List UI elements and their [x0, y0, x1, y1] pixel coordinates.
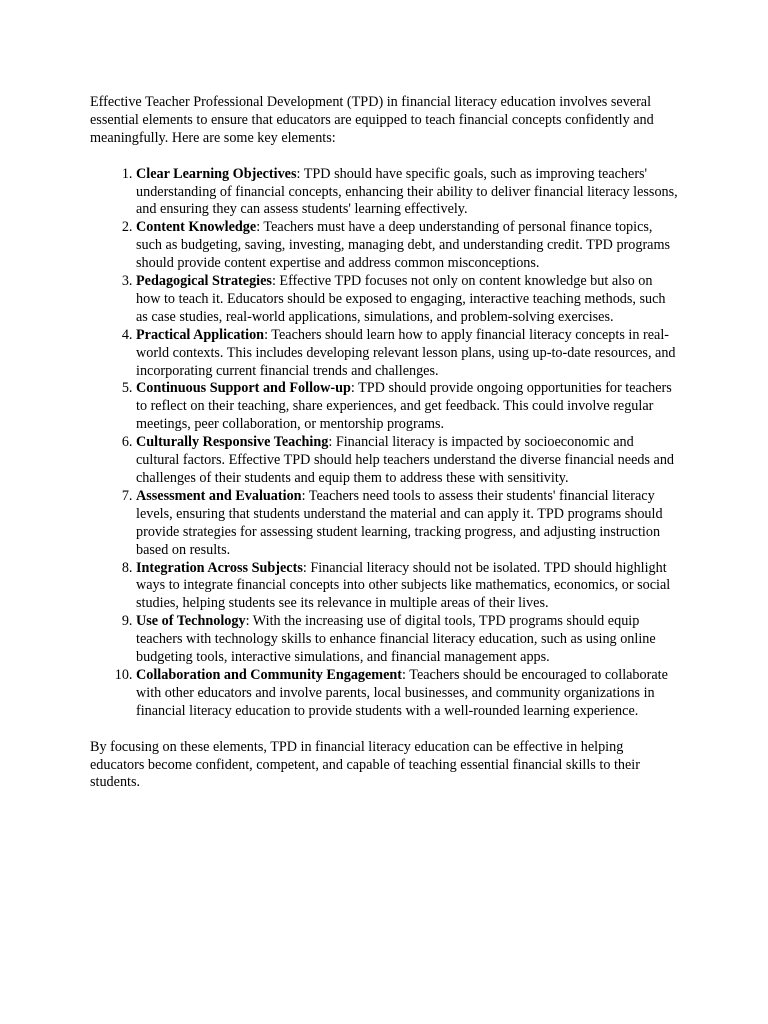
list-item	[136, 488, 678, 560]
list-item-text: : TPD should provide ongoing opportunities for teachers to reflect on their teaching, share experiences, and get feedback. This could involve regular meetings, peer collaboration, or mentorship programs.	[136, 380, 672, 433]
intro-paragraph: Effective Teacher Professional Development (TPD) in financial literacy education involves several essential elements to ensure that educators are equipped to teach financial concepts confidently and meaningfully. Here are some key elements:	[90, 94, 654, 146]
list-item-text: : TPD should have specific goals, such as improving teachers' understanding of financial concepts, enhancing their ability to deliver financial literacy lessons, and ensuring they can assess students' learning effectively.	[136, 165, 678, 218]
list-item	[136, 560, 678, 614]
document-page	[90, 94, 678, 792]
list-item-text: : Financial literacy is impacted by socioeconomic and cultural factors. Effective TPD should help teachers understand the diverse financial needs and challenges of their students and equip them to address these with sensitivity.	[136, 434, 675, 487]
list-item-text: : Teachers must have a deep understanding of personal finance topics, such as budgeting, saving, investing, managing debt, and understanding credit. TPD programs should provide content expertise and address common misconceptions.	[136, 219, 671, 272]
list-item	[136, 219, 678, 273]
list-item-text: : Teachers need tools to assess their students' financial literacy levels, ensuring that students understand the material and can apply it. TPD programs should provide strategies for assessing student learning, tracking progress, and adjusting instruction based on results.	[136, 487, 663, 558]
list-item-term: Culturally Responsive Teaching	[136, 434, 329, 451]
list-item-term: Integration Across Subjects	[136, 559, 303, 576]
list-item-term: Content Knowledge	[136, 219, 257, 236]
list-item	[136, 327, 678, 381]
list-item-text: : Financial literacy should not be isolated. TPD should highlight ways to integrate financial concepts into other subjects like mathematics, economics, or social studies, helping students see its relevance in multiple areas of their lives.	[136, 559, 671, 612]
list-item	[136, 667, 678, 721]
list-item-text: : With the increasing use of digital tools, TPD programs should equip teachers with technology skills to enhance financial literacy education, such as using online budgeting tools, interactive simulations, and financial management apps.	[136, 613, 656, 666]
key-elements-list	[90, 166, 678, 721]
list-item-text: : Teachers should learn how to apply financial literacy concepts in real-world contexts. This includes developing relevant lesson plans, using up-to-date resources, and incorporating current financial trends and challenges.	[136, 326, 676, 379]
list-item-term: Practical Application	[136, 326, 265, 343]
list-item-text: : Effective TPD focuses not only on content knowledge but also on how to teach it. Educators should be exposed to engaging, interactive teaching methods, such as case studies, real-world applications, simulations, and problem-solving exercises.	[136, 273, 666, 325]
list-item	[136, 380, 678, 434]
list-item-term: Clear Learning Objectives	[136, 165, 297, 182]
list-item-term: Pedagogical Strategies	[136, 273, 272, 290]
list-item	[136, 613, 678, 667]
list-item	[136, 166, 678, 220]
list-item-term: Assessment and Evaluation	[136, 487, 302, 504]
list-item	[136, 434, 678, 488]
list-item-term: Continuous Support and Follow-up	[136, 380, 351, 397]
list-item-text: : Teachers should be encouraged to collaborate with other educators and involve parents, local businesses, and community organizations in financial literacy education to provide students with a well-rounded learning experience.	[136, 666, 668, 719]
conclusion-paragraph: By focusing on these elements, TPD in financial literacy education can be effective in helping educators become confident, competent, and capable of teaching essential financial skills to their students.	[90, 738, 640, 791]
list-item	[136, 273, 678, 327]
list-item-term: Collaboration and Community Engagement	[136, 666, 403, 683]
list-item-term: Use of Technology	[136, 613, 246, 630]
